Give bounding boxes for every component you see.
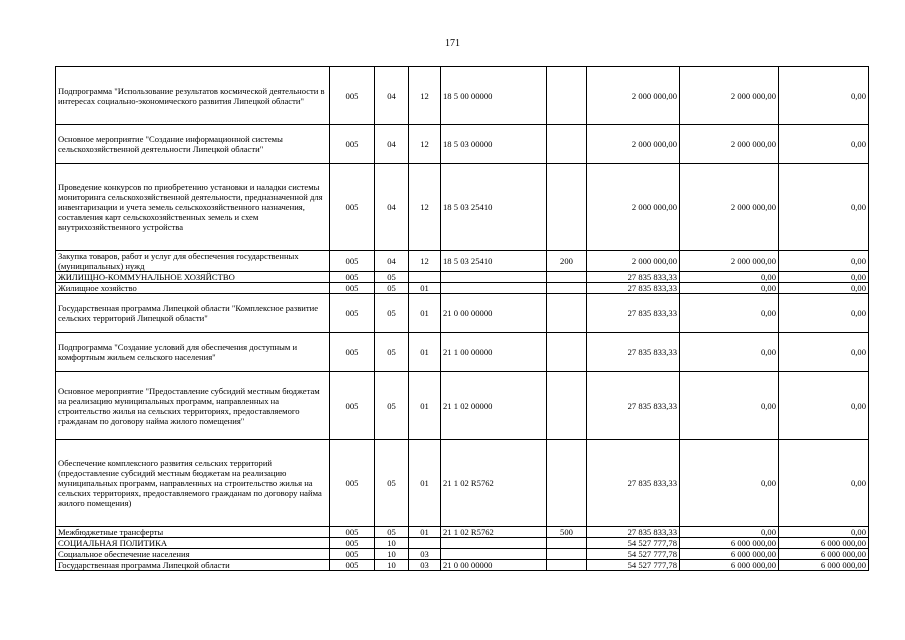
row-name: Подпрограмма "Использование результатов космической деятельности в интересах социально-экономического развития Липецкой области" — [58, 85, 325, 106]
row-name-cell — [56, 125, 330, 164]
ministry-code: 005 — [330, 527, 375, 538]
table-row — [56, 272, 869, 283]
ministry-code: 005 — [330, 538, 375, 549]
row-name: ЖИЛИЩНО-КОММУНАЛЬНОЕ ХОЗЯЙСТВО — [58, 272, 235, 282]
amount-year-3: 0,00 — [779, 251, 869, 272]
row-name-cell — [56, 164, 330, 251]
page-number: 171 — [445, 38, 460, 49]
row-name: Основное мероприятие "Создание информационной системы сельскохозяйственной деятельности Липецкой области" — [58, 134, 283, 154]
ministry-code: 005 — [330, 372, 375, 440]
row-name: Жилищное хозяйство — [58, 283, 137, 293]
section-code: 10 — [375, 549, 409, 560]
table-row — [56, 283, 869, 294]
table-row — [56, 538, 869, 549]
target-article-code: 21 1 02 00000 — [441, 372, 547, 440]
row-name-cell — [56, 527, 330, 538]
expense-type-code — [547, 560, 587, 571]
section-code: 04 — [375, 125, 409, 164]
row-name: Государственная программа Липецкой области — [58, 560, 230, 570]
subsection-code: 01 — [409, 372, 441, 440]
section-code: 05 — [375, 440, 409, 527]
amount-year-2: 0,00 — [680, 272, 779, 283]
target-article-code: 18 5 03 25410 — [441, 251, 547, 272]
amount-year-1: 54 527 777,78 — [587, 538, 680, 549]
section-code: 10 — [375, 538, 409, 549]
section-code: 05 — [375, 333, 409, 372]
subsection-code: 12 — [409, 67, 441, 125]
target-article-code: 21 1 02 R5762 — [441, 527, 547, 538]
amount-year-3: 0,00 — [779, 527, 869, 538]
expense-type-code — [547, 372, 587, 440]
amount-year-2: 0,00 — [680, 527, 779, 538]
expense-type-code — [547, 125, 587, 164]
target-article-code — [441, 549, 547, 560]
amount-year-3: 0,00 — [779, 372, 869, 440]
budget-table-body — [56, 67, 869, 571]
amount-year-1: 2 000 000,00 — [587, 251, 680, 272]
row-name: СОЦИАЛЬНАЯ ПОЛИТИКА — [58, 538, 168, 548]
ministry-code: 005 — [330, 251, 375, 272]
row-name-cell — [56, 440, 330, 527]
amount-year-2: 2 000 000,00 — [680, 125, 779, 164]
target-article-code: 18 5 03 00000 — [441, 125, 547, 164]
amount-year-1: 2 000 000,00 — [587, 164, 680, 251]
amount-year-2: 2 000 000,00 — [680, 251, 779, 272]
row-name-cell — [56, 560, 330, 571]
expense-type-code — [547, 294, 587, 333]
subsection-code: 12 — [409, 164, 441, 251]
row-name-cell — [56, 538, 330, 549]
row-name: Обеспечение комплексного развития сельских территорий (предоставление субсидий местным бюджетам на реализацию муниципальных программ, направленных на строительство жилья на сельских территориях, предоставляемого гражданам по договору найма жилого помещения) — [58, 458, 322, 508]
table-row — [56, 372, 869, 440]
section-code: 04 — [375, 164, 409, 251]
amount-year-3: 0,00 — [779, 125, 869, 164]
row-name-cell — [56, 283, 330, 294]
section-code: 10 — [375, 560, 409, 571]
amount-year-1: 27 835 833,33 — [587, 333, 680, 372]
amount-year-2: 6 000 000,00 — [680, 538, 779, 549]
table-row — [56, 527, 869, 538]
table-row — [56, 549, 869, 560]
expense-type-code: 500 — [547, 527, 587, 538]
amount-year-3: 6 000 000,00 — [779, 549, 869, 560]
row-name-cell — [56, 67, 330, 125]
budget-table — [55, 66, 869, 571]
subsection-code: 03 — [409, 560, 441, 571]
table-row — [56, 560, 869, 571]
amount-year-1: 27 835 833,33 — [587, 440, 680, 527]
amount-year-2: 0,00 — [680, 372, 779, 440]
section-code: 05 — [375, 527, 409, 538]
amount-year-3: 0,00 — [779, 283, 869, 294]
ministry-code: 005 — [330, 333, 375, 372]
table-row — [56, 294, 869, 333]
amount-year-3: 6 000 000,00 — [779, 538, 869, 549]
amount-year-2: 0,00 — [680, 283, 779, 294]
amount-year-3: 0,00 — [779, 333, 869, 372]
section-code: 04 — [375, 67, 409, 125]
expense-type-code — [547, 538, 587, 549]
table-row — [56, 164, 869, 251]
section-code: 05 — [375, 294, 409, 333]
subsection-code: 01 — [409, 527, 441, 538]
row-name-cell — [56, 251, 330, 272]
expense-type-code — [547, 164, 587, 251]
expense-type-code: 200 — [547, 251, 587, 272]
table-row — [56, 440, 869, 527]
amount-year-2: 6 000 000,00 — [680, 549, 779, 560]
row-name: Подпрограмма "Создание условий для обеспечения доступным и комфортным жильем сельского населения" — [58, 342, 298, 362]
amount-year-1: 27 835 833,33 — [587, 283, 680, 294]
table-row — [56, 251, 869, 272]
subsection-code: 01 — [409, 283, 441, 294]
ministry-code: 005 — [330, 272, 375, 283]
section-code: 04 — [375, 251, 409, 272]
row-name: Государственная программа Липецкой области "Комплексное развитие сельских территорий Липецкой области" — [58, 303, 319, 323]
amount-year-2: 6 000 000,00 — [680, 560, 779, 571]
amount-year-2: 2 000 000,00 — [680, 164, 779, 251]
target-article-code: 21 1 00 00000 — [441, 333, 547, 372]
target-article-code: 18 5 03 25410 — [441, 164, 547, 251]
amount-year-3: 6 000 000,00 — [779, 560, 869, 571]
amount-year-1: 27 835 833,33 — [587, 272, 680, 283]
row-name: Закупка товаров, работ и услуг для обеспечения государственных (муниципальных) нужд — [58, 251, 299, 271]
table-row — [56, 125, 869, 164]
subsection-code: 12 — [409, 125, 441, 164]
amount-year-3: 0,00 — [779, 67, 869, 125]
target-article-code: 21 0 00 00000 — [441, 560, 547, 571]
section-code: 05 — [375, 272, 409, 283]
subsection-code: 01 — [409, 294, 441, 333]
subsection-code — [409, 538, 441, 549]
table-row — [56, 333, 869, 372]
subsection-code: 01 — [409, 333, 441, 372]
subsection-code: 01 — [409, 440, 441, 527]
ministry-code: 005 — [330, 440, 375, 527]
subsection-code: 12 — [409, 251, 441, 272]
expense-type-code — [547, 440, 587, 527]
expense-type-code — [547, 333, 587, 372]
amount-year-3: 0,00 — [779, 272, 869, 283]
row-name-cell — [56, 333, 330, 372]
ministry-code: 005 — [330, 294, 375, 333]
row-name: Межбюджетные трансферты — [58, 527, 164, 537]
row-name: Основное мероприятие "Предоставление субсидий местным бюджетам на реализацию муниципальных программ, направленных на строительство жилья на сельских территориях, предоставляемого гражданам по договору найма жилого помещения" — [58, 385, 320, 426]
row-name-cell — [56, 549, 330, 560]
target-article-code — [441, 272, 547, 283]
amount-year-3: 0,00 — [779, 440, 869, 527]
row-name-cell — [56, 372, 330, 440]
subsection-code: 03 — [409, 549, 441, 560]
subsection-code — [409, 272, 441, 283]
target-article-code: 21 0 00 00000 — [441, 294, 547, 333]
row-name-cell — [56, 294, 330, 333]
section-code: 05 — [375, 372, 409, 440]
amount-year-3: 0,00 — [779, 164, 869, 251]
amount-year-3: 0,00 — [779, 294, 869, 333]
ministry-code: 005 — [330, 67, 375, 125]
amount-year-2: 0,00 — [680, 333, 779, 372]
row-name-cell — [56, 272, 330, 283]
table-row — [56, 67, 869, 125]
amount-year-1: 27 835 833,33 — [587, 294, 680, 333]
amount-year-1: 27 835 833,33 — [587, 527, 680, 538]
amount-year-1: 27 835 833,33 — [587, 372, 680, 440]
amount-year-2: 0,00 — [680, 294, 779, 333]
target-article-code: 18 5 00 00000 — [441, 67, 547, 125]
row-name: Проведение конкурсов по приобретению установки и наладки системы мониторинга сельскохозяйственной деятельности, предназначенной для инвентаризации и учета земель сельскохозяйственного назначения, составления карт сельскохозяйственных земель и схем внутрихозяйственного устройства — [58, 182, 323, 232]
ministry-code: 005 — [330, 164, 375, 251]
ministry-code: 005 — [330, 283, 375, 294]
amount-year-1: 2 000 000,00 — [587, 125, 680, 164]
target-article-code — [441, 283, 547, 294]
expense-type-code — [547, 67, 587, 125]
row-name: Социальное обеспечение населения — [58, 549, 190, 559]
target-article-code: 21 1 02 R5762 — [441, 440, 547, 527]
ministry-code: 005 — [330, 549, 375, 560]
expense-type-code — [547, 549, 587, 560]
amount-year-1: 2 000 000,00 — [587, 67, 680, 125]
target-article-code — [441, 538, 547, 549]
amount-year-1: 54 527 777,78 — [587, 549, 680, 560]
amount-year-1: 54 527 777,78 — [587, 560, 680, 571]
ministry-code: 005 — [330, 560, 375, 571]
amount-year-2: 2 000 000,00 — [680, 67, 779, 125]
amount-year-2: 0,00 — [680, 440, 779, 527]
expense-type-code — [547, 283, 587, 294]
ministry-code: 005 — [330, 125, 375, 164]
expense-type-code — [547, 272, 587, 283]
section-code: 05 — [375, 283, 409, 294]
